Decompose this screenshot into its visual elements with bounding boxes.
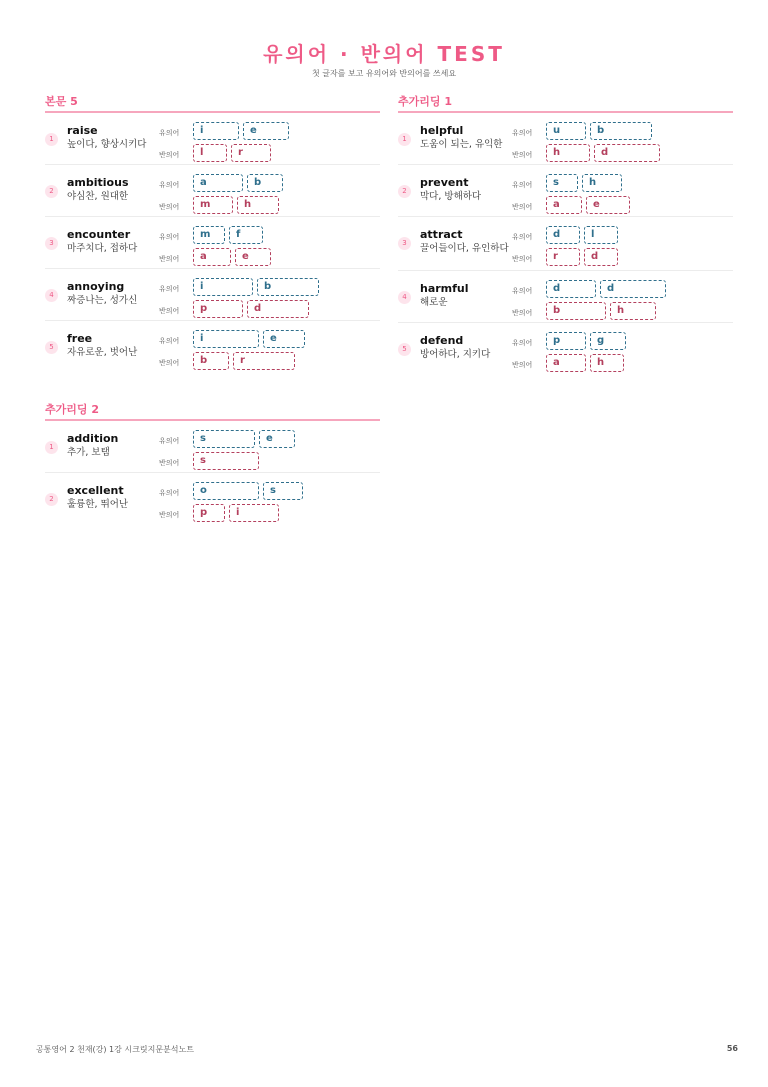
synonym-answer-row <box>546 226 618 244</box>
synonym-answer-box[interactable]: d <box>546 226 580 244</box>
vocab-item <box>45 321 380 373</box>
word-meaning: 야심찬, 원대한 <box>67 191 129 202</box>
antonym-label: 반의어 <box>159 359 180 367</box>
page-subtitle: 첫 글자를 보고 유의어와 반의어를 쓰세요 <box>311 69 457 78</box>
section-bonmun-5 <box>45 95 380 373</box>
vocab-item <box>398 113 733 165</box>
synonym-answer-box[interactable]: e <box>243 122 289 140</box>
item-number: 5 <box>398 343 411 356</box>
synonym-label: 유의어 <box>159 437 180 445</box>
synonym-answer-row <box>193 226 263 244</box>
antonym-answer-box[interactable]: h <box>546 144 590 162</box>
antonym-label: 반의어 <box>512 203 533 211</box>
antonym-answer-box[interactable]: l <box>193 144 227 162</box>
vocab-item <box>45 165 380 217</box>
vocab-item <box>45 473 380 525</box>
word-meaning: 자유로운, 벗어난 <box>67 347 138 358</box>
antonym-label: 반의어 <box>159 255 180 263</box>
section-extra-reading-1 <box>398 95 733 375</box>
synonym-answer-row <box>193 278 319 296</box>
item-number: 4 <box>45 289 58 302</box>
antonym-answer-box[interactable]: s <box>193 452 259 470</box>
synonym-answer-box[interactable]: b <box>257 278 319 296</box>
antonym-label: 반의어 <box>512 151 533 159</box>
word-meaning: 막다, 방해하다 <box>420 191 482 202</box>
vocab-word: excellent <box>67 484 124 497</box>
antonym-answer-row <box>193 452 259 470</box>
vocab-word: harmful <box>420 282 469 295</box>
antonym-label: 반의어 <box>512 309 533 317</box>
antonym-answer-box[interactable]: r <box>546 248 580 266</box>
synonym-answer-row <box>193 174 283 192</box>
vocab-word: encounter <box>67 228 131 241</box>
item-number: 2 <box>45 185 58 198</box>
synonym-answer-row <box>546 122 652 140</box>
section-extra-reading-2 <box>45 403 380 525</box>
vocab-word: addition <box>67 432 119 445</box>
synonym-label: 유의어 <box>159 129 180 137</box>
antonym-answer-box[interactable]: d <box>594 144 660 162</box>
antonym-answer-row <box>193 196 279 214</box>
item-number: 2 <box>45 493 58 506</box>
word-meaning: 훌륭한, 뛰어난 <box>67 499 129 510</box>
antonym-answer-box[interactable]: e <box>235 248 271 266</box>
antonym-label: 반의어 <box>159 511 180 519</box>
synonym-answer-box[interactable]: d <box>546 280 596 298</box>
antonym-label: 반의어 <box>512 361 533 369</box>
item-number: 4 <box>398 291 411 304</box>
synonym-label: 유의어 <box>159 489 180 497</box>
synonym-answer-box[interactable]: e <box>263 330 305 348</box>
vocab-word: attract <box>420 228 463 241</box>
synonym-answer-row <box>546 280 666 298</box>
synonym-answer-box[interactable]: e <box>259 430 295 448</box>
word-meaning: 도움이 되는, 유익한 <box>420 139 503 150</box>
antonym-answer-row <box>546 196 630 214</box>
vocab-word: raise <box>67 124 98 137</box>
synonym-answer-row <box>193 330 305 348</box>
synonym-answer-box[interactable]: b <box>247 174 283 192</box>
item-number: 1 <box>398 133 411 146</box>
synonym-answer-row <box>193 482 303 500</box>
antonym-label: 반의어 <box>512 255 533 263</box>
antonym-answer-row <box>546 248 618 266</box>
word-meaning: 방어하다, 지키다 <box>420 349 491 360</box>
antonym-answer-box[interactable]: a <box>546 354 586 372</box>
footer-text: 공통영어 2 천재(강) 1강 시크릿지문분석노트 <box>36 1045 194 1054</box>
antonym-answer-row <box>193 144 271 162</box>
antonym-answer-row <box>193 248 271 266</box>
synonym-answer-box[interactable]: f <box>229 226 263 244</box>
vocab-item <box>45 269 380 321</box>
vocab-word: helpful <box>420 124 464 137</box>
synonym-answer-box[interactable]: m <box>193 226 225 244</box>
item-number: 1 <box>45 133 58 146</box>
item-number: 3 <box>45 237 58 250</box>
vocab-word: free <box>67 332 93 345</box>
antonym-answer-row <box>546 144 660 162</box>
antonym-answer-box[interactable]: h <box>610 302 656 320</box>
word-meaning: 해로운 <box>420 297 448 308</box>
synonym-answer-box[interactable]: s <box>546 174 578 192</box>
antonym-answer-row <box>193 504 279 522</box>
item-number: 3 <box>398 237 411 250</box>
vocab-word: annoying <box>67 280 125 293</box>
synonym-answer-box[interactable]: h <box>582 174 622 192</box>
synonym-label: 유의어 <box>159 233 180 241</box>
antonym-answer-box[interactable]: r <box>231 144 271 162</box>
synonym-label: 유의어 <box>159 181 180 189</box>
antonym-answer-box[interactable]: a <box>546 196 582 214</box>
synonym-answer-box[interactable]: g <box>590 332 626 350</box>
antonym-answer-box[interactable]: b <box>546 302 606 320</box>
word-meaning: 짜증나는, 성가신 <box>67 295 138 306</box>
antonym-answer-row <box>546 354 624 372</box>
vocab-word: ambitious <box>67 176 129 189</box>
page-title: 유의어 · 반의어 TEST <box>263 42 505 66</box>
word-meaning: 끌어들이다, 유인하다 <box>420 243 509 254</box>
antonym-answer-box[interactable]: d <box>584 248 618 266</box>
vocab-item <box>398 271 733 323</box>
synonym-label: 유의어 <box>512 287 533 295</box>
synonym-answer-box[interactable]: s <box>193 430 255 448</box>
word-meaning: 높이다, 향상시키다 <box>67 139 147 150</box>
synonym-answer-box[interactable]: o <box>193 482 259 500</box>
synonym-label: 유의어 <box>512 233 533 241</box>
section-title: 추가리딩 1 <box>398 95 452 108</box>
word-meaning: 마주치다, 접하다 <box>67 243 138 254</box>
antonym-answer-box[interactable]: i <box>229 504 279 522</box>
vocab-item <box>398 323 733 375</box>
vocab-item <box>45 421 380 473</box>
section-title: 본문 5 <box>45 95 78 108</box>
synonym-answer-box[interactable]: d <box>600 280 666 298</box>
synonym-answer-box[interactable]: p <box>546 332 586 350</box>
antonym-label: 반의어 <box>159 459 180 467</box>
synonym-answer-box[interactable]: s <box>263 482 303 500</box>
synonym-answer-row <box>193 122 289 140</box>
synonym-label: 유의어 <box>159 337 180 345</box>
vocab-word: defend <box>420 334 464 347</box>
antonym-answer-box[interactable]: a <box>193 248 231 266</box>
antonym-answer-row <box>193 300 309 318</box>
synonym-answer-box[interactable]: i <box>193 330 259 348</box>
synonym-answer-box[interactable]: a <box>193 174 243 192</box>
antonym-label: 반의어 <box>159 307 180 315</box>
synonym-answer-box[interactable]: l <box>584 226 618 244</box>
vocab-word: prevent <box>420 176 469 189</box>
antonym-answer-box[interactable]: r <box>233 352 295 370</box>
antonym-answer-row <box>193 352 295 370</box>
antonym-label: 반의어 <box>159 203 180 211</box>
synonym-answer-row <box>546 332 626 350</box>
vocab-item <box>45 217 380 269</box>
antonym-label: 반의어 <box>159 151 180 159</box>
synonym-answer-row <box>193 430 295 448</box>
item-number: 1 <box>45 441 58 454</box>
antonym-answer-box[interactable]: m <box>193 196 233 214</box>
synonym-answer-row <box>546 174 622 192</box>
antonym-answer-box[interactable]: p <box>193 504 225 522</box>
synonym-answer-box[interactable]: b <box>590 122 652 140</box>
synonym-label: 유의어 <box>512 129 533 137</box>
antonym-answer-box[interactable]: h <box>590 354 624 372</box>
synonym-answer-box[interactable]: i <box>193 278 253 296</box>
section-title: 추가리딩 2 <box>45 403 99 416</box>
vocab-item <box>398 217 733 271</box>
antonym-answer-box[interactable]: b <box>193 352 229 370</box>
antonym-answer-box[interactable]: e <box>586 196 630 214</box>
vocab-item <box>45 113 380 165</box>
antonym-answer-box[interactable]: d <box>247 300 309 318</box>
antonym-answer-row <box>546 302 656 320</box>
item-number: 5 <box>45 341 58 354</box>
synonym-label: 유의어 <box>512 181 533 189</box>
synonym-answer-box[interactable]: u <box>546 122 586 140</box>
synonym-label: 유의어 <box>159 285 180 293</box>
synonym-label: 유의어 <box>512 339 533 347</box>
word-meaning: 추가, 보탬 <box>67 447 110 458</box>
synonym-answer-box[interactable]: i <box>193 122 239 140</box>
antonym-answer-box[interactable]: h <box>237 196 279 214</box>
antonym-answer-box[interactable]: p <box>193 300 243 318</box>
page-number: 56 <box>726 1044 738 1053</box>
vocab-item <box>398 165 733 217</box>
item-number: 2 <box>398 185 411 198</box>
